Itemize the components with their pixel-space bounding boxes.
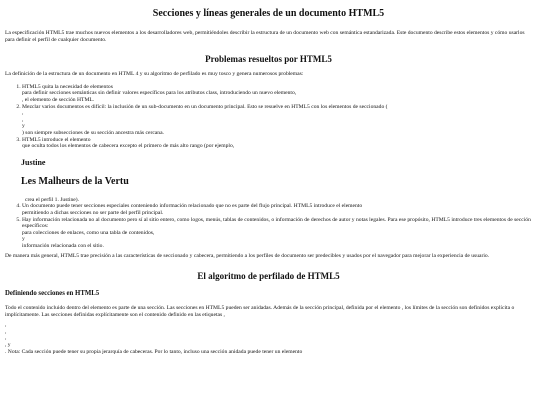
subsection-heading-defining: Definiendo secciones en HTML5 [5, 290, 100, 298]
defining-paragraph: Todo el contenido incluido dentro del elemento es parte de una sección. Las secciones en HTML5 pueden ser anidadas. Además de la sección principal, definida por el elemento , los límites de la sección son definidos explícita o implícitamente. Las secciones definidas explícitamente son el contenido definido en las etiquetas , [5, 305, 515, 318]
list-item-text: 4. Un documento puede tener secciones especiales conteniendo información relacionado que no es parte del flujo principal. HTML5 introduce el elemento [22, 203, 363, 210]
problems-list-continued [5, 203, 532, 249]
list-item-text: 2. Mezclar varios documentos es difícil: la inclusión de un sub-documento en un documento principal. Esto se resuelve en HTML5 con los elementos de seccionado ( [22, 103, 388, 110]
example-caption: crea el perfil 1. Justine). [25, 196, 80, 203]
list-item-text: que oculta todos los elementos de cabecera excepto el primero de más alto rango (por ejemplo, [22, 143, 235, 150]
list-item-text: para definir secciones semánticas sin definir valores específicos para los atributos class, introduciendo un nuevo elemento, [22, 90, 297, 97]
list-item-text: permitiendo a dichas secciones no ser parte del perfil principal. [22, 209, 164, 216]
closing-paragraph: De manera más general, HTML5 trae precisión a las características de seccionado y cabecera, permitiendo a los perfiles de documento ser predecibles y usados por el navegador para mejorar la experiencia de usuario. [5, 253, 490, 260]
list-item-text: , [22, 116, 24, 123]
list-item [22, 217, 532, 250]
note-text: . Nota: Cada sección puede tener su propia jerarquía de cabeceras. Por lo tanto, incluso una sección anidada puede tener un elemento [5, 348, 303, 355]
list-item-text: ) son siempre subsecciones de su sección ancestra más cercana. [22, 129, 164, 136]
list-item-text: 1. HTML5 quita la necesidad de elementos [22, 83, 113, 90]
list-item-text: , [22, 110, 24, 117]
list-item-text: para colecciones de enlaces, como una tabla de contenidos, [22, 229, 155, 236]
list-item [22, 137, 532, 150]
list-item-text: y [22, 123, 25, 130]
list-item-text: 5. Hay información relacionada no al documento pero sí al sitio entero, como logos, menús, tablas de contenidos, o información de derechos de autor y notas legales. Para ese propósito, HTML5 introduce tres elementos de sección específicos: [22, 216, 531, 230]
list-item-text: información relacionada con el sitio. [22, 242, 104, 249]
section-heading-algorithm: El algoritmo de perfilado de HTML5 [197, 271, 340, 282]
element-list-text: , [5, 335, 7, 342]
list-item-text: 3. HTML5 introduce el elemento [22, 136, 91, 143]
element-list-text: , [5, 322, 7, 329]
list-item-text: , el elemento de sección HTML. [22, 96, 95, 103]
list-item-text: y [22, 236, 25, 243]
list-item [22, 84, 532, 104]
page-title: Secciones y líneas generales de un documento HTML5 [152, 8, 385, 19]
section-heading-problems: Problemas resueltos por HTML5 [205, 54, 332, 65]
element-list-text: , y [5, 342, 11, 349]
example-heading-malheurs: Les Malheurs de la Vertu [21, 175, 129, 187]
problems-list [5, 84, 532, 150]
example-heading-justine: Justine [21, 157, 46, 167]
problems-lead: La definición de la estructura de un documento en HTML 4 y su algoritmo de perfilado es muy tosco y genera numerosos problemas: [5, 71, 304, 78]
intro-paragraph: La especificación HTML5 trae muchos nuevos elementos a los desarrolladores web, permitiéndoles describir la estructura de un documento web con semántica estandarizada. Este documento describe estos elementos y cómo usarlos para definir el perfil de cualquier documento. [5, 30, 525, 43]
element-list-text: , [5, 328, 7, 335]
list-item [22, 203, 532, 216]
document-page [0, 8, 540, 355]
list-item [22, 104, 532, 137]
